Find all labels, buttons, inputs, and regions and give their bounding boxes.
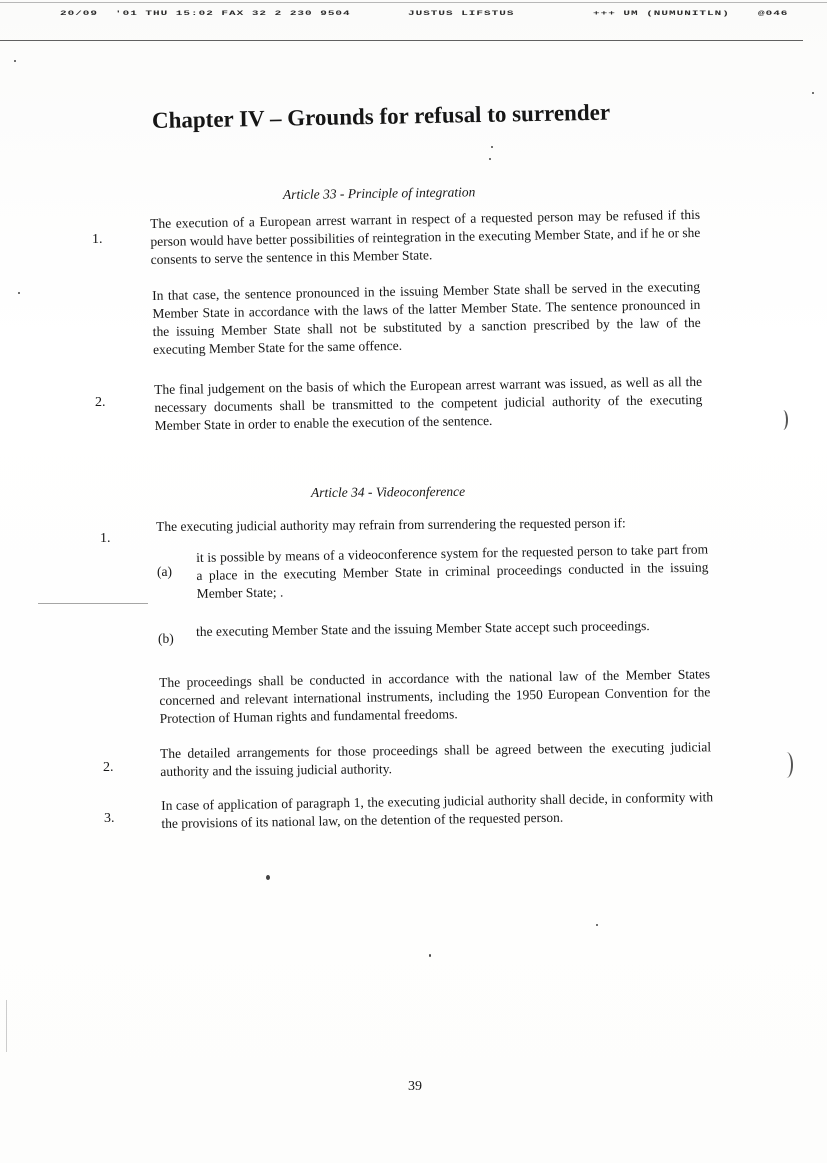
article-34-section-2-number: 2. bbox=[103, 760, 114, 775]
article-34-section-1-closing: The proceedings shall be conducted in accordance with the national law of the Member States concerned and relevant international instruments, including the 1950 European Convention for the Protection of Human rights and fundamental freedoms. bbox=[159, 666, 711, 726]
scan-edge-line bbox=[6, 1000, 7, 1052]
scan-speck bbox=[491, 146, 493, 148]
article-33-section-2-paragraph: The final judgement on the basis of which the European arrest warrant was issued, as well as all the necessary documents shall be transmitted to the competent judicial authority of the executing Member State in order to enable the execution of the sentence. bbox=[154, 373, 703, 433]
page-number: 39 bbox=[408, 1079, 422, 1094]
article-34-heading: Article 34 - Videoconference bbox=[310, 483, 466, 500]
scan-speck bbox=[489, 158, 491, 160]
fax-date: 20/09 bbox=[60, 10, 99, 18]
article-34-section-1-intro: The executing judicial authority may refrain from surrendering the requested person if: bbox=[156, 515, 626, 534]
article-34-section-3-number: 3. bbox=[104, 811, 115, 826]
chapter-title: Chapter IV – Grounds for refusal to surrender bbox=[151, 99, 611, 133]
article-33-heading: Article 33 - Principle of integration bbox=[282, 184, 476, 202]
article-33-section-2-number: 2. bbox=[95, 395, 106, 410]
scan-edge-mark bbox=[780, 752, 793, 778]
scan-speck bbox=[18, 292, 20, 294]
scan-edge-mark bbox=[778, 410, 788, 430]
article-34-section-2-text: The detailed arrangements for those proceedings shall be agreed between the executing judicial authority and the issuing judicial authority. bbox=[160, 739, 712, 779]
fax-header-rule bbox=[0, 40, 803, 41]
fax-page-code: @046 bbox=[758, 10, 789, 18]
scan-speck bbox=[596, 924, 598, 926]
fax-recipient: +++ UM (NUMUNITLN) bbox=[593, 10, 730, 18]
article-34-item-a-label: (a) bbox=[157, 564, 172, 579]
fax-transmission-info: '01 THU 15:02 FAX 32 2 230 9504 bbox=[115, 10, 351, 18]
scan-speck bbox=[429, 954, 431, 957]
article-33-section-1-paragraph-2: In that case, the sentence pronounced in the issuing Member State shall be served in the executing Member State in accordance with the laws of the latter Member State. The sentence pronounced in the issuing Member State shall not be substituted by a sanction prescribed by the law of the executing Member State for the same offence. bbox=[152, 278, 701, 357]
article-33-section-1-paragraph-1: The execution of a European arrest warrant in respect of a requested person may be refused if this person would have better possibilities of reintegration in the executing Member State, and if he or she consents to serve the sentence in this Member State. bbox=[150, 206, 701, 267]
scan-speck bbox=[14, 60, 16, 62]
article-34-section-1-number: 1. bbox=[100, 531, 111, 546]
article-34-section-3-text: In case of application of paragraph 1, the executing judicial authority shall decide, in conformity with the provisions of its national law, on the detention of the requested person. bbox=[161, 789, 714, 831]
scan-speck bbox=[812, 92, 814, 94]
fax-sender: JUSTUS LIFSTUS bbox=[408, 10, 515, 18]
article-34-item-b-label: (b) bbox=[158, 631, 174, 646]
scan-speck bbox=[266, 875, 270, 880]
article-33-section-1-number: 1. bbox=[92, 232, 103, 247]
scan-margin-stroke bbox=[38, 603, 148, 604]
article-34-item-a-text: it is possible by means of a videoconference system for the requested person to take part from a place in the executing Member State in criminal proceedings conducted in the issuing Member State; . bbox=[196, 541, 709, 601]
article-34-item-b-text: the executing Member State and the issuing Member State accept such proceedings. bbox=[196, 618, 650, 639]
fax-top-edge bbox=[0, 2, 827, 3]
